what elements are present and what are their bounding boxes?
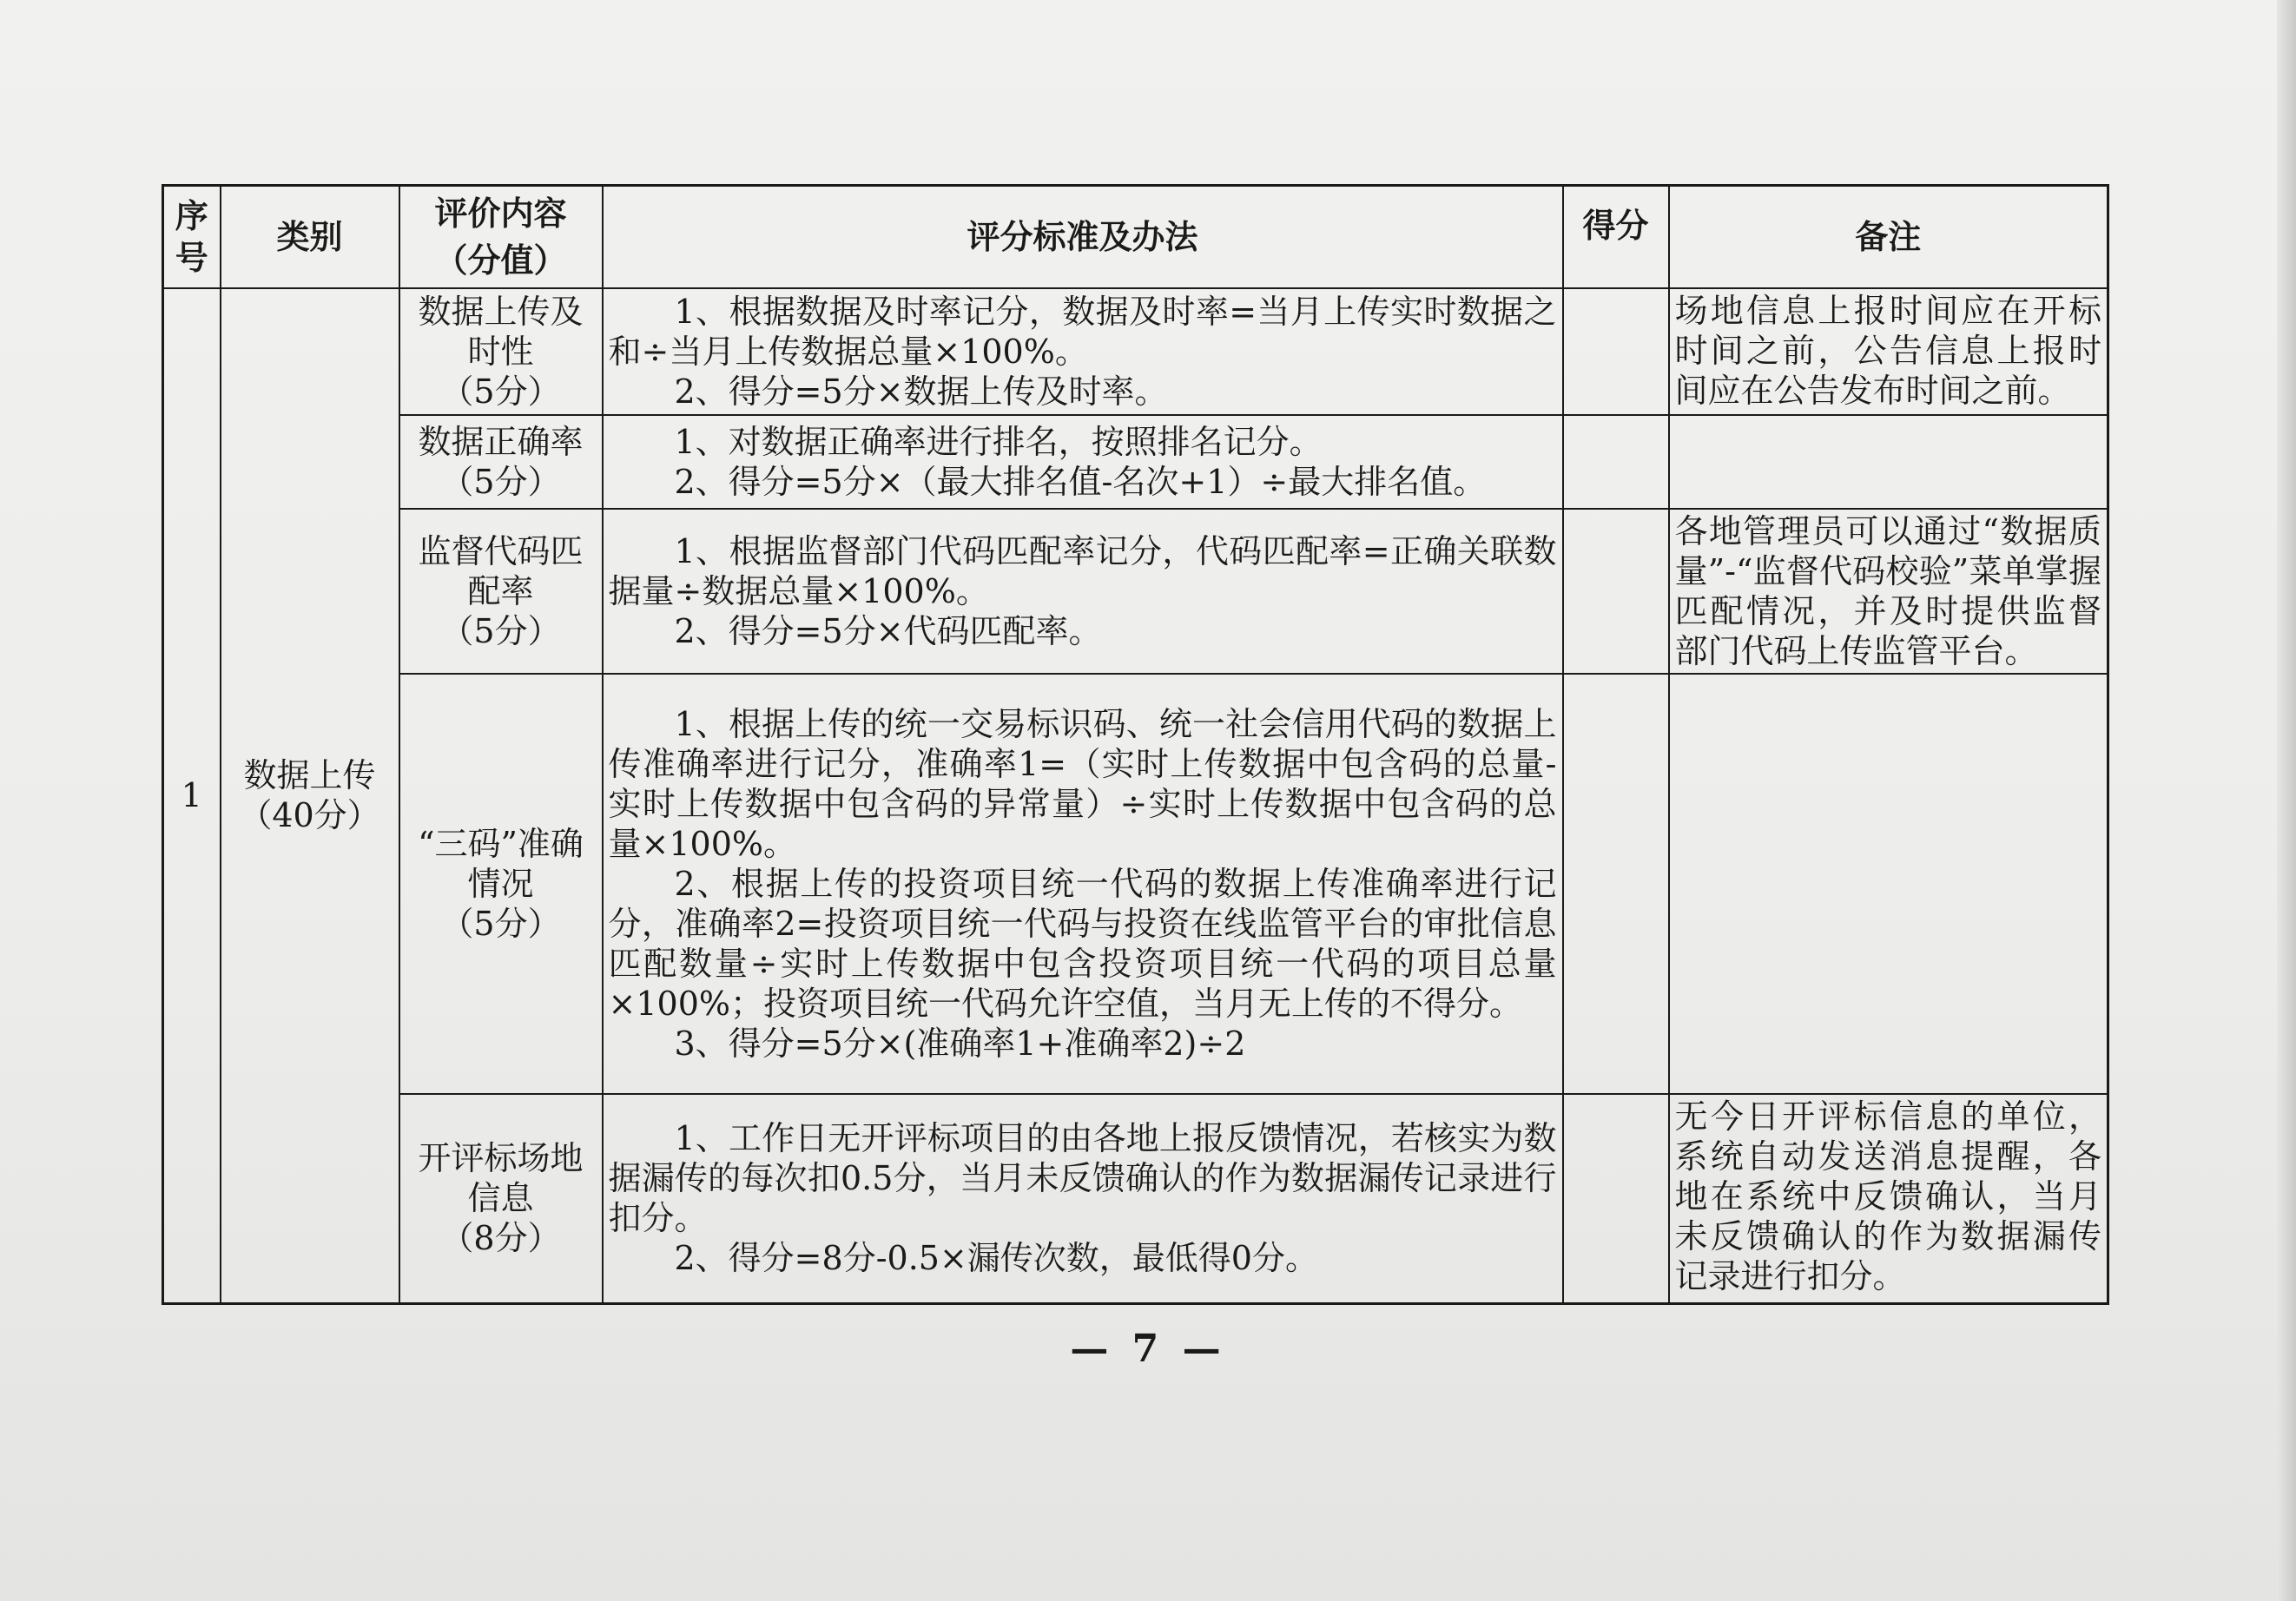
criteria-line: 1、根据数据及时率记分，数据及时率=当月上传实时数据之和÷当月上传数据总量×100%。	[608, 292, 1557, 371]
header-category: 类别	[221, 186, 399, 288]
item-score: （8分）	[440, 1219, 561, 1258]
header-row	[163, 186, 2108, 288]
remark-cell: 场地信息上报时间应在开标时间之前，公告信息上报时间应在公告发布时间之前。	[1669, 288, 2108, 415]
item-score: （5分）	[440, 611, 561, 650]
criteria-line: 2、得分=5分×代码匹配率。	[674, 611, 1102, 650]
item-name: 监督代码匹配率	[418, 531, 584, 610]
table-row	[163, 415, 2108, 509]
criteria-line: 2、根据上传的投资项目统一代码的数据上传准确率进行记分，准确率2=投资项目统一代码与投资在线监管平台的审批信息匹配数量÷实时上传数据中包含投资项目统一代码的项目总量×100%；投资项目统一代码允许空值，当月无上传的不得分。	[608, 864, 1557, 1023]
item-score: （5分）	[440, 462, 561, 501]
criteria-line: 1、根据监督部门代码匹配率记分，代码匹配率=正确关联数据量÷数据总量×100%。	[608, 531, 1557, 610]
item-name: “三码”准确情况	[418, 824, 584, 903]
remark-cell: 各地管理员可以通过“数据质量”-“监督代码校验”菜单掌握匹配情况，并及时提供监督部门代码上传监管平台。	[1669, 509, 2108, 674]
item-cell	[399, 1094, 603, 1304]
criteria-line: 2、得分=5分×（最大排名值-名次+1）÷最大排名值。	[674, 462, 1487, 501]
score-cell	[1563, 415, 1669, 509]
scoring-table	[162, 184, 2109, 1305]
criteria-line: 1、工作日无开评标项目的由各地上报反馈情况，若核实为数据漏传的每次扣0.5分，当月未反馈确认的作为数据漏传记录进行扣分。	[608, 1119, 1557, 1238]
criteria-cell	[603, 288, 1563, 415]
header-criteria: 评分标准及办法	[603, 186, 1563, 288]
remark-cell	[1669, 415, 2108, 509]
item-score: （5分）	[440, 372, 561, 411]
item-cell	[399, 674, 603, 1094]
criteria-line: 3、得分=5分×(准确率1+准确率2)÷2	[674, 1024, 1246, 1063]
criteria-line: 1、对数据正确率进行排名，按照排名记分。	[674, 422, 1323, 461]
item-cell	[399, 288, 603, 415]
table-row	[163, 509, 2108, 674]
seq-cell: 1	[163, 288, 221, 1304]
page-number: — 7 —	[1070, 1327, 1226, 1371]
item-name: 数据正确率	[418, 422, 584, 461]
score-cell	[1563, 674, 1669, 1094]
score-cell	[1563, 1094, 1669, 1304]
criteria-cell	[603, 1094, 1563, 1304]
item-name: 开评标场地信息	[418, 1139, 584, 1218]
criteria-cell	[603, 674, 1563, 1094]
remark-cell	[1669, 674, 2108, 1094]
score-cell	[1563, 288, 1669, 415]
table-row	[163, 1094, 2108, 1304]
table-row	[163, 674, 2108, 1094]
header-content: 评价内容 （分值）	[399, 186, 603, 288]
item-score: （5分）	[440, 904, 561, 943]
criteria-line: 1、根据上传的统一交易标识码、统一社会信用代码的数据上传准确率进行记分，准确率1=（实时上传数据中包含码的总量-实时上传数据中包含码的异常量）÷实时上传数据中包含码的总量×100%。	[608, 704, 1557, 863]
criteria-line: 2、得分=5分×数据上传及时率。	[674, 372, 1168, 411]
remark-cell: 无今日开评标信息的单位，系统自动发送消息提醒，各地在系统中反馈确认，当月未反馈确认的作为数据漏传记录进行扣分。	[1669, 1094, 2108, 1304]
table-row	[163, 288, 2108, 415]
header-remark: 备注	[1669, 186, 2108, 288]
criteria-cell	[603, 415, 1563, 509]
item-name: 数据上传及时性	[418, 292, 584, 371]
header-seq: 序号	[163, 186, 221, 288]
header-score: 得分	[1563, 186, 1669, 288]
criteria-line: 2、得分=8分-0.5×漏传次数，最低得0分。	[674, 1239, 1318, 1278]
score-cell	[1563, 509, 1669, 674]
category-cell: 数据上传 （40分）	[221, 288, 399, 1304]
item-cell	[399, 415, 603, 509]
item-cell	[399, 509, 603, 674]
criteria-cell	[603, 509, 1563, 674]
